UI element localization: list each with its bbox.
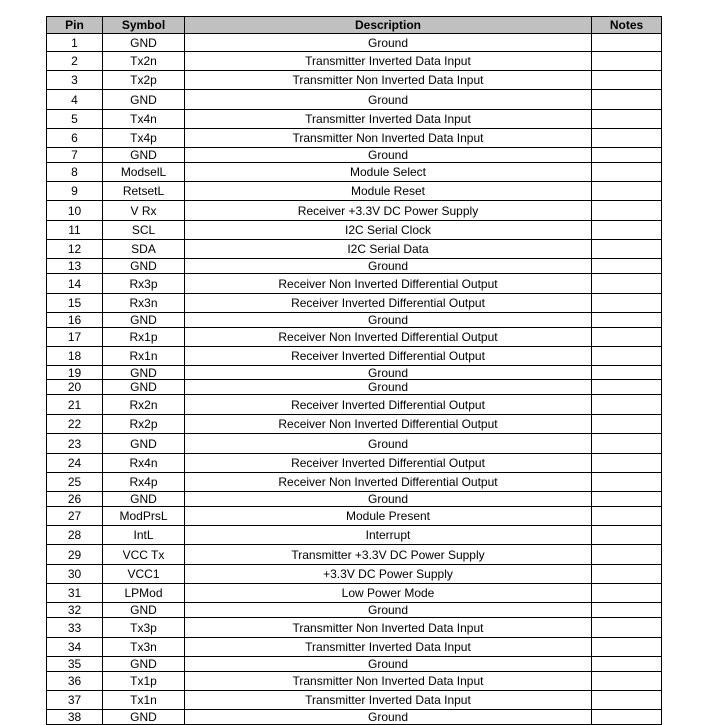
symbol-cell: Rx4n <box>103 454 185 473</box>
pin-cell: 20 <box>47 380 103 395</box>
notes-cell <box>592 347 662 366</box>
table-row <box>47 507 662 526</box>
pin-cell: 17 <box>47 328 103 347</box>
table-row <box>47 34 662 52</box>
pin-cell: 24 <box>47 454 103 473</box>
table-row <box>47 415 662 434</box>
description-cell: Receiver Inverted Differential Output <box>185 395 592 415</box>
symbol-cell: Rx3p <box>103 274 185 294</box>
table-row <box>47 672 662 691</box>
table-row <box>47 129 662 148</box>
notes-cell <box>592 492 662 507</box>
table-row <box>47 201 662 221</box>
pin-cell: 5 <box>47 110 103 129</box>
pin-cell: 33 <box>47 618 103 638</box>
description-cell: Ground <box>185 434 592 454</box>
header-symbol: Symbol <box>103 17 185 34</box>
symbol-cell: Tx2p <box>103 71 185 90</box>
notes-cell <box>592 565 662 584</box>
notes-cell <box>592 328 662 347</box>
table-row <box>47 603 662 618</box>
pin-cell: 28 <box>47 526 103 545</box>
notes-cell <box>592 473 662 492</box>
table-header <box>47 17 662 34</box>
pin-cell: 10 <box>47 201 103 221</box>
pin-cell: 3 <box>47 71 103 90</box>
table-row <box>47 454 662 473</box>
notes-cell <box>592 638 662 657</box>
description-cell: Low Power Mode <box>185 584 592 603</box>
symbol-cell: GND <box>103 603 185 618</box>
table-row <box>47 163 662 182</box>
symbol-cell: Tx2n <box>103 52 185 71</box>
notes-cell <box>592 366 662 380</box>
description-cell: Transmitter Non Inverted Data Input <box>185 129 592 148</box>
symbol-cell: Tx4p <box>103 129 185 148</box>
table-row <box>47 492 662 507</box>
description-cell: Transmitter Inverted Data Input <box>185 52 592 71</box>
header-notes: Notes <box>592 17 662 34</box>
symbol-cell: Rx2n <box>103 395 185 415</box>
pin-cell: 35 <box>47 657 103 672</box>
description-cell: Receiver Inverted Differential Output <box>185 347 592 366</box>
notes-cell <box>592 526 662 545</box>
description-cell: Transmitter Inverted Data Input <box>185 691 592 710</box>
symbol-cell: ModselL <box>103 163 185 182</box>
symbol-cell: GND <box>103 313 185 328</box>
symbol-cell: Tx3n <box>103 638 185 657</box>
pin-cell: 27 <box>47 507 103 526</box>
notes-cell <box>592 618 662 638</box>
table-row <box>47 473 662 492</box>
notes-cell <box>592 129 662 148</box>
symbol-cell: Tx1p <box>103 672 185 691</box>
notes-cell <box>592 584 662 603</box>
description-cell: Receiver Inverted Differential Output <box>185 294 592 313</box>
table-row <box>47 434 662 454</box>
symbol-cell: Tx1n <box>103 691 185 710</box>
pin-cell: 25 <box>47 473 103 492</box>
symbol-cell: Rx4p <box>103 473 185 492</box>
symbol-cell: VCC Tx <box>103 545 185 565</box>
pin-cell: 2 <box>47 52 103 71</box>
description-cell: I2C Serial Clock <box>185 221 592 240</box>
symbol-cell: V Rx <box>103 201 185 221</box>
table-row <box>47 347 662 366</box>
notes-cell <box>592 380 662 395</box>
table-row <box>47 313 662 328</box>
description-cell: Ground <box>185 90 592 110</box>
pin-cell: 23 <box>47 434 103 454</box>
notes-cell <box>592 313 662 328</box>
notes-cell <box>592 182 662 201</box>
notes-cell <box>592 240 662 259</box>
table-row <box>47 294 662 313</box>
notes-cell <box>592 148 662 163</box>
symbol-cell: GND <box>103 90 185 110</box>
table-row <box>47 90 662 110</box>
symbol-cell: LPMod <box>103 584 185 603</box>
symbol-cell: Rx3n <box>103 294 185 313</box>
notes-cell <box>592 657 662 672</box>
pin-assignment-table <box>46 16 662 725</box>
pin-cell: 14 <box>47 274 103 294</box>
pin-cell: 1 <box>47 34 103 52</box>
pin-cell: 38 <box>47 710 103 725</box>
description-cell: Transmitter Non Inverted Data Input <box>185 672 592 691</box>
pin-cell: 6 <box>47 129 103 148</box>
description-cell: Interrupt <box>185 526 592 545</box>
table-row <box>47 240 662 259</box>
notes-cell <box>592 507 662 526</box>
symbol-cell: GND <box>103 434 185 454</box>
description-cell: Receiver Non Inverted Differential Output <box>185 274 592 294</box>
pin-cell: 32 <box>47 603 103 618</box>
pin-cell: 8 <box>47 163 103 182</box>
pin-cell: 22 <box>47 415 103 434</box>
table-row <box>47 110 662 129</box>
pin-cell: 37 <box>47 691 103 710</box>
table-row <box>47 328 662 347</box>
notes-cell <box>592 110 662 129</box>
table-row <box>47 657 662 672</box>
table-row <box>47 71 662 90</box>
pin-cell: 15 <box>47 294 103 313</box>
pin-cell: 31 <box>47 584 103 603</box>
description-cell: Ground <box>185 710 592 725</box>
notes-cell <box>592 691 662 710</box>
pin-cell: 12 <box>47 240 103 259</box>
notes-cell <box>592 71 662 90</box>
pin-cell: 30 <box>47 565 103 584</box>
description-cell: Ground <box>185 148 592 163</box>
notes-cell <box>592 90 662 110</box>
notes-cell <box>592 415 662 434</box>
description-cell: Transmitter Non Inverted Data Input <box>185 618 592 638</box>
symbol-cell: GND <box>103 492 185 507</box>
description-cell: Module Present <box>185 507 592 526</box>
description-cell: Ground <box>185 34 592 52</box>
symbol-cell: Rx1n <box>103 347 185 366</box>
description-cell: I2C Serial Data <box>185 240 592 259</box>
symbol-cell: VCC1 <box>103 565 185 584</box>
table-row <box>47 565 662 584</box>
symbol-cell: IntL <box>103 526 185 545</box>
table-row <box>47 366 662 380</box>
pin-cell: 13 <box>47 259 103 274</box>
description-cell: Ground <box>185 313 592 328</box>
symbol-cell: GND <box>103 34 185 52</box>
table-row <box>47 221 662 240</box>
table-row <box>47 526 662 545</box>
description-cell: +3.3V DC Power Supply <box>185 565 592 584</box>
table-row <box>47 380 662 395</box>
description-cell: Ground <box>185 603 592 618</box>
description-cell: Receiver Non Inverted Differential Output <box>185 415 592 434</box>
description-cell: Receiver Inverted Differential Output <box>185 454 592 473</box>
symbol-cell: SCL <box>103 221 185 240</box>
symbol-cell: Rx1p <box>103 328 185 347</box>
header-row <box>47 17 662 34</box>
symbol-cell: Tx4n <box>103 110 185 129</box>
notes-cell <box>592 434 662 454</box>
notes-cell <box>592 221 662 240</box>
pin-cell: 18 <box>47 347 103 366</box>
description-cell: Module Reset <box>185 182 592 201</box>
notes-cell <box>592 163 662 182</box>
pin-cell: 34 <box>47 638 103 657</box>
description-cell: Receiver Non Inverted Differential Output <box>185 328 592 347</box>
symbol-cell: Rx2p <box>103 415 185 434</box>
table-row <box>47 274 662 294</box>
table-row <box>47 618 662 638</box>
table-row <box>47 691 662 710</box>
notes-cell <box>592 201 662 221</box>
table-row <box>47 710 662 725</box>
header-description: Description <box>185 17 592 34</box>
description-cell: Ground <box>185 492 592 507</box>
table-row <box>47 545 662 565</box>
symbol-cell: Tx3p <box>103 618 185 638</box>
description-cell: Transmitter +3.3V DC Power Supply <box>185 545 592 565</box>
symbol-cell: ModPrsL <box>103 507 185 526</box>
description-cell: Transmitter Inverted Data Input <box>185 638 592 657</box>
description-cell: Ground <box>185 657 592 672</box>
table-row <box>47 182 662 201</box>
symbol-cell: GND <box>103 657 185 672</box>
pin-cell: 7 <box>47 148 103 163</box>
description-cell: Module Select <box>185 163 592 182</box>
symbol-cell: GND <box>103 710 185 725</box>
description-cell: Receiver Non Inverted Differential Output <box>185 473 592 492</box>
symbol-cell: GND <box>103 148 185 163</box>
description-cell: Transmitter Inverted Data Input <box>185 110 592 129</box>
symbol-cell: SDA <box>103 240 185 259</box>
table-row <box>47 584 662 603</box>
table-row <box>47 259 662 274</box>
notes-cell <box>592 52 662 71</box>
table-row <box>47 395 662 415</box>
description-cell: Ground <box>185 366 592 380</box>
pin-cell: 21 <box>47 395 103 415</box>
notes-cell <box>592 259 662 274</box>
description-cell: Ground <box>185 380 592 395</box>
notes-cell <box>592 710 662 725</box>
description-cell: Transmitter Non Inverted Data Input <box>185 71 592 90</box>
description-cell: Receiver +3.3V DC Power Supply <box>185 201 592 221</box>
notes-cell <box>592 454 662 473</box>
pin-cell: 11 <box>47 221 103 240</box>
symbol-cell: GND <box>103 366 185 380</box>
notes-cell <box>592 395 662 415</box>
notes-cell <box>592 34 662 52</box>
notes-cell <box>592 274 662 294</box>
table-row <box>47 52 662 71</box>
pin-cell: 36 <box>47 672 103 691</box>
notes-cell <box>592 672 662 691</box>
header-pin: Pin <box>47 17 103 34</box>
pin-cell: 16 <box>47 313 103 328</box>
pin-cell: 9 <box>47 182 103 201</box>
pin-cell: 29 <box>47 545 103 565</box>
symbol-cell: GND <box>103 259 185 274</box>
symbol-cell: RetsetL <box>103 182 185 201</box>
table-body <box>47 34 662 725</box>
symbol-cell: GND <box>103 380 185 395</box>
description-cell: Ground <box>185 259 592 274</box>
notes-cell <box>592 545 662 565</box>
table-row <box>47 148 662 163</box>
notes-cell <box>592 603 662 618</box>
pin-cell: 26 <box>47 492 103 507</box>
pin-cell: 4 <box>47 90 103 110</box>
pin-cell: 19 <box>47 366 103 380</box>
notes-cell <box>592 294 662 313</box>
table-row <box>47 638 662 657</box>
